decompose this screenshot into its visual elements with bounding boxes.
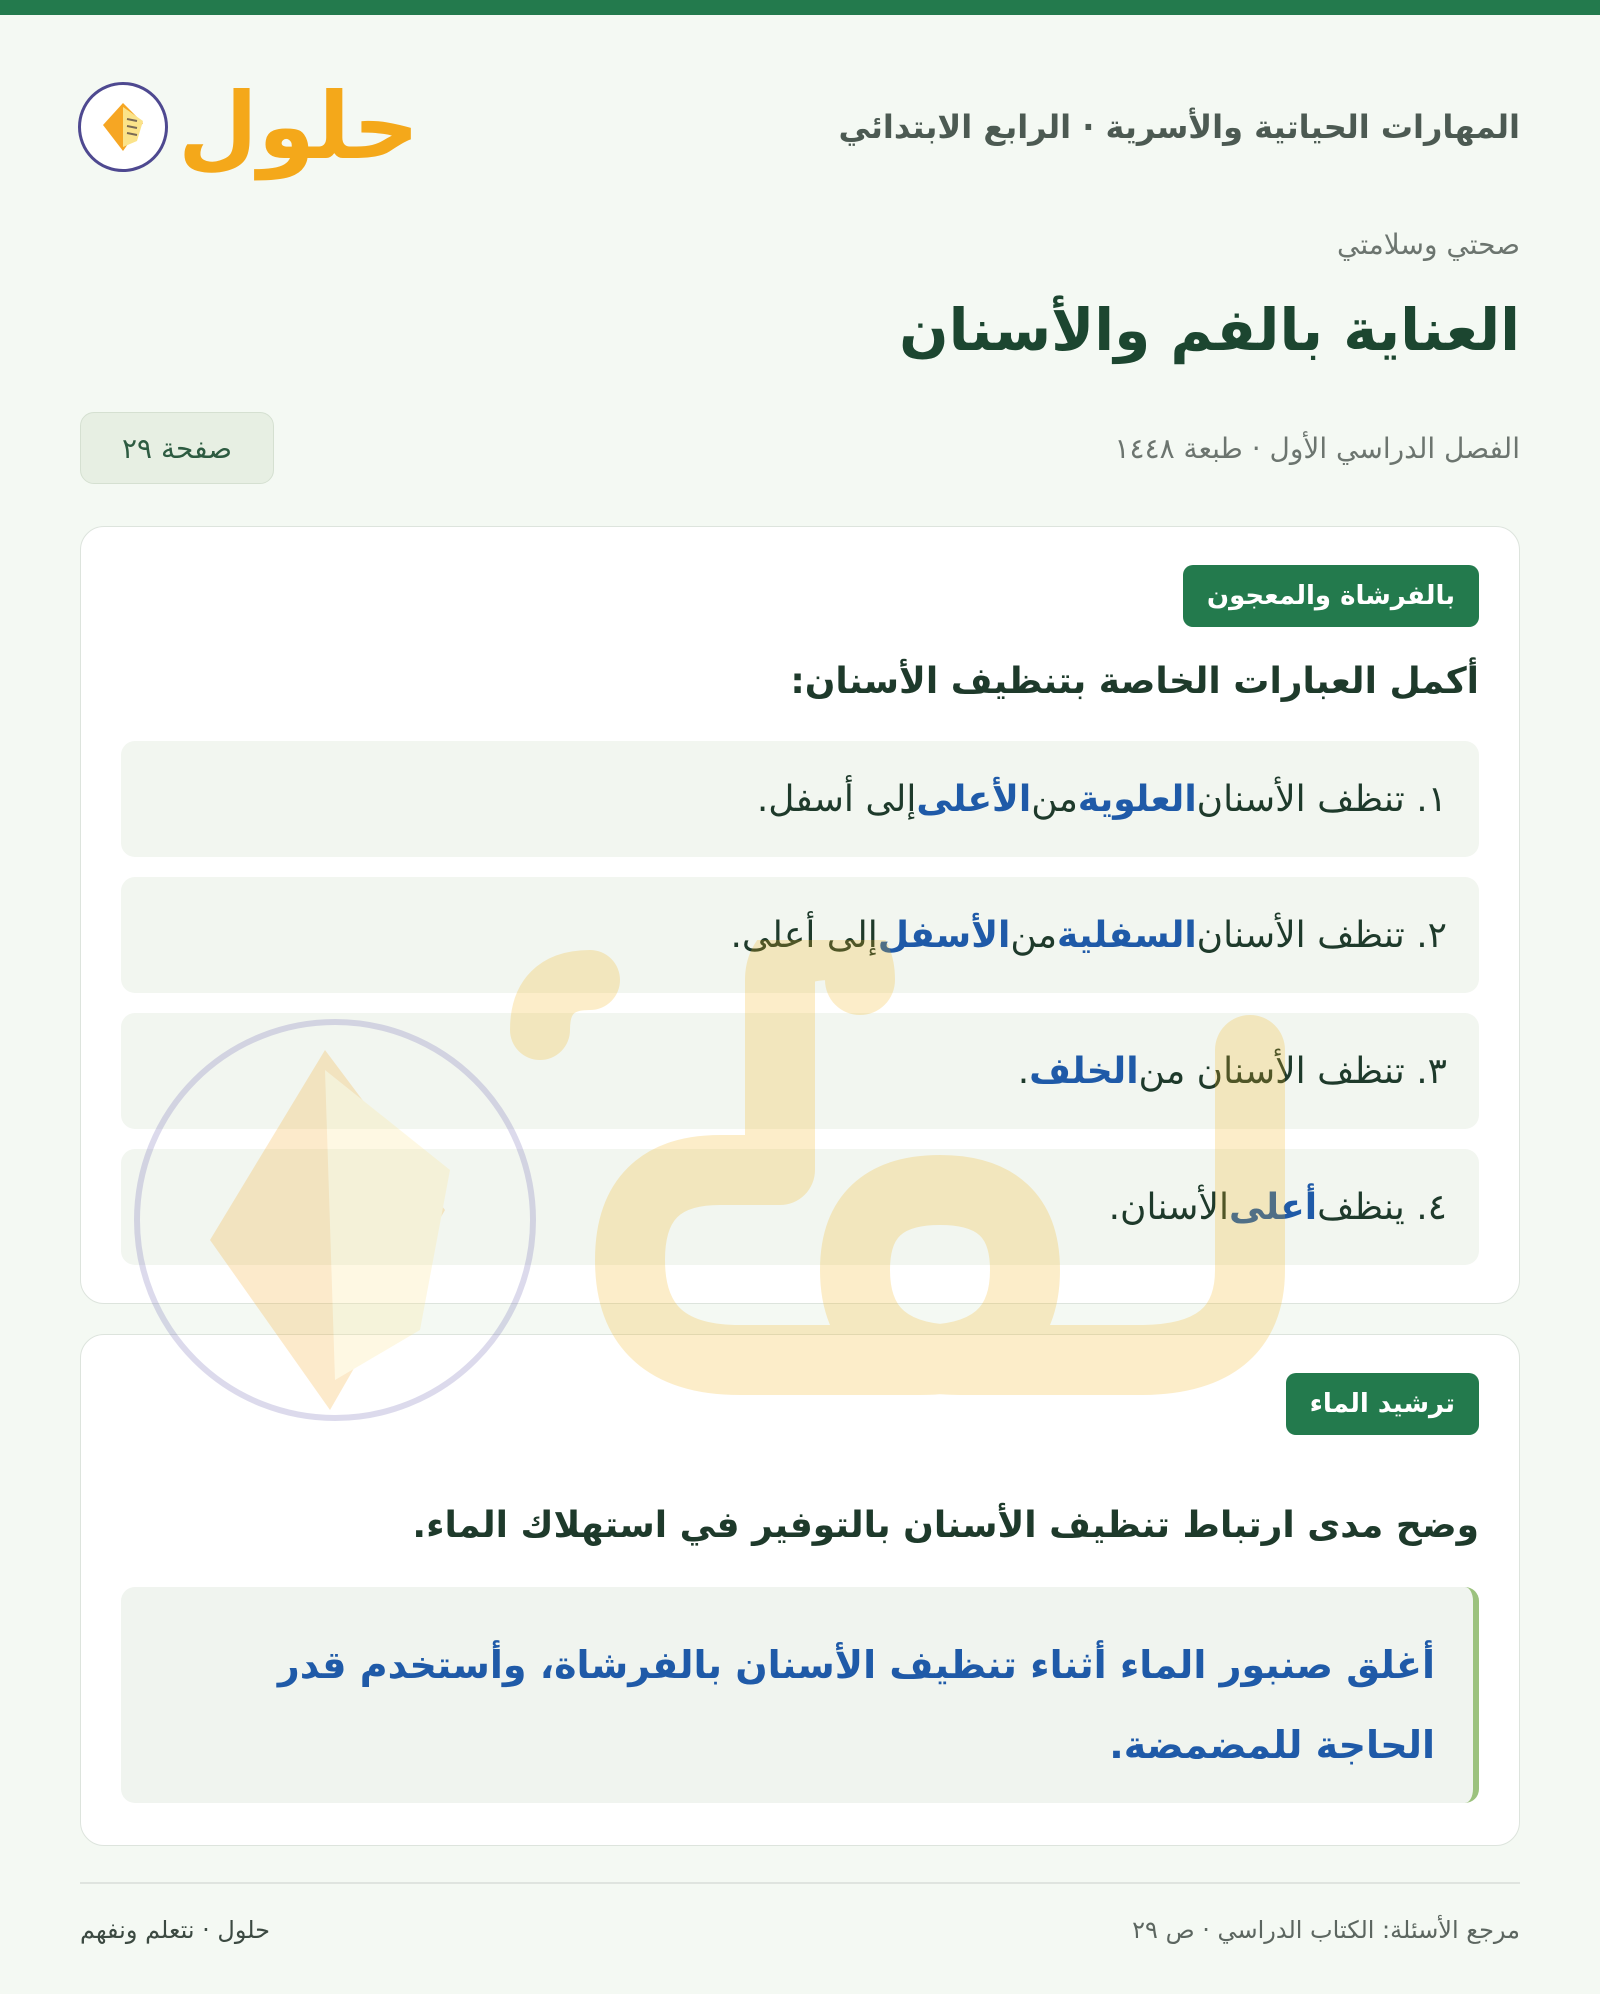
item-text: ١. تنظف الأسنان: [1196, 778, 1447, 820]
footer-brand[interactable]: حلول · نتعلم ونفهم: [80, 1916, 270, 1944]
top-accent-bar: [0, 0, 1600, 15]
question-card-water: [80, 1334, 1520, 1846]
list-item: [121, 1149, 1479, 1265]
logo-wordmark: حلول: [178, 73, 420, 180]
item-text: من: [1010, 914, 1058, 956]
hulul-logo[interactable]: [78, 73, 420, 180]
answer-word: الخلف: [1029, 1050, 1139, 1092]
list-item: [121, 1013, 1479, 1129]
item-text: ٤. ينظف: [1317, 1186, 1447, 1228]
answer-box: أغلق صنبور الماء أثناء تنظيف الأسنان بالفرشاة، وأستخدم قدر الحاجة للمضمضة.: [121, 1587, 1479, 1803]
answer-word: الأسفل: [877, 914, 1011, 956]
list-item: [121, 741, 1479, 857]
answer-list: [121, 741, 1479, 1285]
answer-word: العلوية: [1077, 778, 1197, 820]
subject-title: المهارات الحياتية والأسرية · الرابع الابتدائي: [838, 108, 1520, 146]
section-tag: بالفرشاة والمعجون: [1183, 565, 1479, 627]
semester-edition: الفصل الدراسي الأول · طبعة ١٤٤٨: [1114, 432, 1520, 465]
footer-reference: مرجع الأسئلة: الكتاب الدراسي · ص ٢٩: [1132, 1916, 1520, 1944]
header: [78, 62, 1520, 192]
question-card-brushing: [80, 526, 1520, 1304]
item-text: .: [1017, 1050, 1030, 1092]
item-text: الأسنان.: [1108, 1186, 1230, 1228]
item-text: من: [1031, 778, 1078, 820]
section-tag: ترشيد الماء: [1286, 1373, 1479, 1435]
page-title: العناية بالفم والأسنان: [899, 296, 1520, 364]
item-text: ٣. تنظف الأسنان من: [1138, 1050, 1447, 1092]
page-number-badge: صفحة ٢٩: [80, 412, 274, 484]
breadcrumb[interactable]: صحتي وسلامتي: [1336, 228, 1520, 261]
item-text: ٢. تنظف الأسنان: [1196, 914, 1447, 956]
item-text: إلى أسفل.: [756, 778, 917, 820]
item-text: إلى أعلى.: [730, 914, 878, 956]
question-text: وضح مدى ارتباط تنظيف الأسنان بالتوفير في استهلاك الماء.: [412, 1505, 1479, 1546]
list-item: [121, 877, 1479, 993]
answer-word: الأعلى: [916, 778, 1032, 820]
answer-word: السفلية: [1057, 914, 1197, 956]
question-text: أكمل العبارات الخاصة بتنظيف الأسنان:: [790, 661, 1479, 702]
book-icon: [78, 82, 168, 172]
footer-divider: [80, 1882, 1520, 1884]
answer-word: أعلى: [1229, 1186, 1318, 1228]
